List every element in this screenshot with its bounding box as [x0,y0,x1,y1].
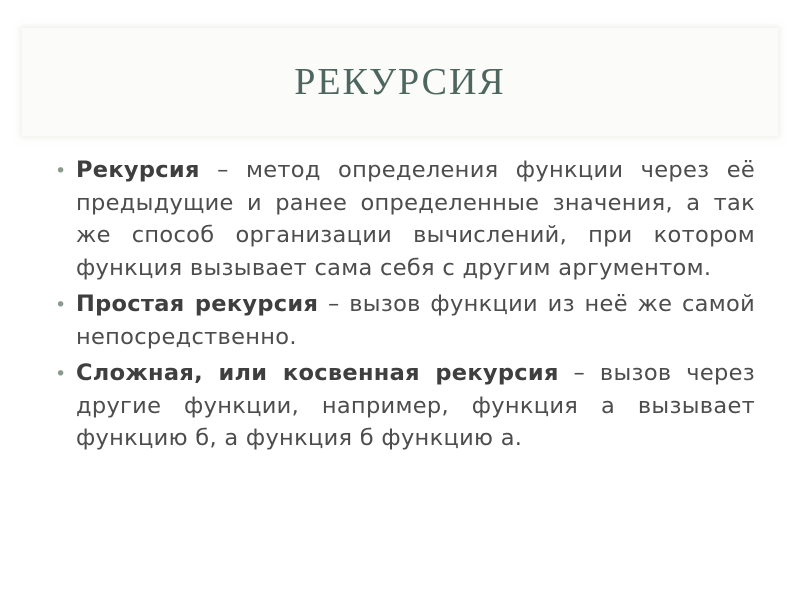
bullet-item-recursion [55,154,755,284]
bullet-definition: – метод определения функции через её предыдущие и ранее определенные значения, а так же способ организации вычислений, при котором функция вызывает сама себя с другим аргументом. [76,157,755,281]
bullet-text [76,288,755,353]
slide-title: РЕКУРСИЯ [294,61,506,103]
bullet-term: Сложная, или косвенная рекурсия [76,360,559,386]
bullet-dot-icon: • [55,363,67,385]
bullet-dot-icon: • [55,160,67,182]
bullet-term: Простая рекурсия [76,291,319,317]
bullet-text [76,154,755,284]
bullet-definition: – вызов через другие функции, например, функция а вызывает функцию б, а функция б функцию а. [76,360,755,451]
bullet-text [76,357,755,455]
bullet-dot-icon: • [55,294,67,316]
bullet-item-simple-recursion [55,288,755,353]
title-bar [22,28,778,136]
bullet-item-indirect-recursion [55,357,755,455]
bullet-definition: – вызов функции из неё же самой непосредственно. [76,291,755,350]
bullet-list [55,154,755,459]
bullet-term: Рекурсия [76,157,200,183]
